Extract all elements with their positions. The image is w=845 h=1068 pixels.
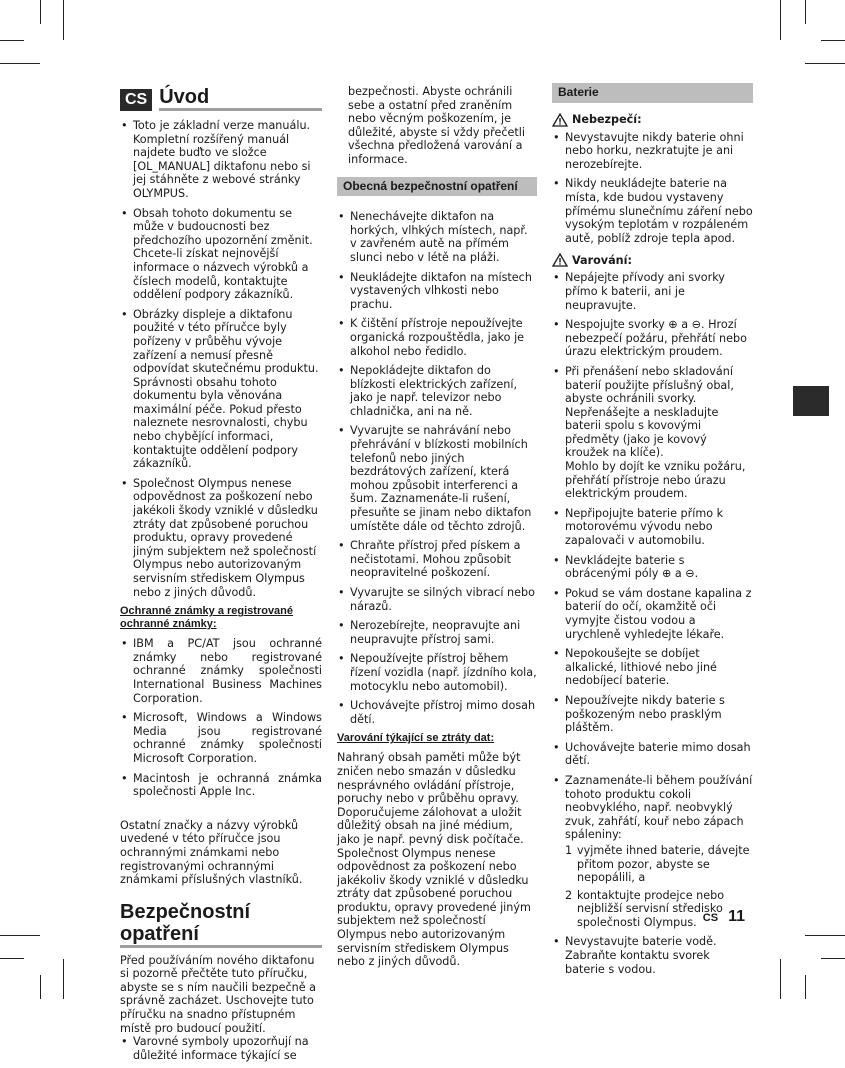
danger-list xyxy=(552,131,753,246)
list-item: • Vyvarujte se silných vibrací nebo nárazů. xyxy=(337,586,537,613)
list-item: • Nepřipojujte baterie přímo k motorovému vývodu nebo zapalovači v automobilu. xyxy=(552,507,753,548)
safety-intro: Před používáním nového diktafonu si pozorně přečtěte tuto příručku, abyste se s ním naučili bezpečně a správně zacházet. Uschovejte tuto příručku na snadno přístupném místě pro budoucí použití. xyxy=(120,953,316,1035)
page-footer xyxy=(703,908,745,926)
column-2 xyxy=(337,85,537,969)
final-list xyxy=(552,935,753,976)
data-loss-heading: Varování týkající se ztráty dat: xyxy=(337,732,495,745)
intro-title: Úvod xyxy=(159,86,322,111)
warning-list xyxy=(552,271,753,460)
safety-continued: bezpečnosti. Abyste ochránili sebe a ostatní před zraněním nebo věcným poškozením, je důležité, abyste si vždy přečetli všechna předložená varování a informace. xyxy=(348,85,526,166)
crop-mark xyxy=(821,958,845,959)
general-safety-bar: Obecná bezpečnostní opatření xyxy=(337,177,537,197)
list-item: • Obsah tohoto dokumentu se může v budoucnosti bez předchozího upozornění změnit. Chcete-li získat nejnovější informace o názvech výrobků a číslech modelů, kontaktujte oddělení podpory zákazníků. xyxy=(120,207,322,302)
crop-mark xyxy=(780,0,781,40)
danger-heading xyxy=(552,113,753,127)
warning-label: Varování: xyxy=(572,253,632,267)
list-item: • Microsoft, Windows a Windows Media jsou registrované ochranné známky společnosti Microsoft Corporation. xyxy=(120,711,322,765)
list-item: • Neukládejte diktafon na místech vystavených vlhkosti nebo prachu. xyxy=(337,271,537,312)
intro-header xyxy=(120,86,322,111)
warning-note: Mohlo by dojít ke vzniku požáru, přehřátí přístroje nebo úrazu elektrickým proudem. xyxy=(565,460,746,501)
crop-mark xyxy=(805,0,806,24)
safety-list xyxy=(120,1035,322,1062)
list-item: • Nepoužívejte nikdy baterie s poškozeným nebo prasklým pláštěm. xyxy=(552,694,753,735)
crop-mark xyxy=(40,0,41,24)
list-item: • K čištění přístroje nepoužívejte organická rozpouštědla, jako je alkohol nebo ředidlo. xyxy=(337,317,537,358)
other-trademarks-text: Ostatní značky a názvy výrobků uvedené v této příručce jsou ochrannými známkami nebo registrovanými ochrannými známkami příslušných vlastníků. xyxy=(120,818,303,887)
list-item: • Nikdy neukládejte baterie na místa, kde budou vystaveny přímému slunečnímu záření nebo vysokým teplotám v rozpáleném autě, poblíž zdroje tepla apod. xyxy=(552,177,753,245)
footer-language: CS xyxy=(702,912,719,924)
crop-mark xyxy=(805,975,806,999)
list-item: • Uchovávejte baterie mimo dosah dětí. xyxy=(552,741,753,768)
crop-mark xyxy=(780,959,781,999)
list-item: • Vyvarujte se nahrávání nebo přehrávání v blízkosti mobilních telefonů nebo jiných bezdrátových zařízení, která mohou způsobit interferenci a šum. Zaznamenáte-li rušení, přesuňte se jinam nebo diktafon umístěte dále od těchto zdrojů. xyxy=(337,424,537,533)
list-item: • Nepokoušejte se dobíjet alkalické, lithiové nebo jiné nedobíjecí baterie. xyxy=(552,647,753,688)
crop-mark xyxy=(63,0,64,40)
list-item: • Obrázky displeje a diktafonu použité v této příručce byly pořízeny v průběhu vývoje zařízení a nemusí přesně odpovídat skutečnému produktu. Správnosti obsahu tohoto dokumentu byla věnována maximální péče. Pokud přesto naleznete nesrovnalosti, chybu nebo chybějící informaci, kontaktujte oddělení podpory zákazníků. xyxy=(120,308,322,471)
warning-triangle-icon xyxy=(552,113,568,127)
warning-list-2 xyxy=(552,507,753,842)
list-item: • Nespojujte svorky ⊕ a ⊖. Hrozí nebezpečí požáru, přehřátí nebo úrazu elektrickým proudem. xyxy=(552,318,753,359)
danger-label: Nebezpečí: xyxy=(572,112,642,126)
list-item: • Nevystavujte nikdy baterie ohni nebo horku, nezkratujte je ani nerozebírejte. xyxy=(552,131,753,172)
crop-mark xyxy=(805,63,845,64)
crop-mark xyxy=(0,40,24,41)
data-loss-text-2: Společnost Olympus nenese odpovědnost za poškození nebo jakékoliv škody vzniklé v důsledku ztráty dat způsobené poruchou produktu, opravy provedené jiným subjektem než společností Olympus nebo autorizovaným servisním střediskem Olympus nebo z jiných důvodů. xyxy=(337,846,531,969)
trademarks-list xyxy=(120,637,322,799)
list-item: • Toto je základní verze manuálu. Kompletní rozšířený manuál najdete buďto ve složce [OL_MANUAL] diktafonu nebo si jej stáhněte z webové stránky OLYMPUS. xyxy=(120,119,322,201)
warning-triangle-icon xyxy=(552,253,568,267)
crop-mark xyxy=(805,935,845,936)
list-item: • Macintosh je ochranná známka společnosti Apple Inc. xyxy=(120,772,322,799)
list-item: • Varovné symboly upozorňují na důležité informace týkající se xyxy=(120,1035,322,1062)
list-item: • Nepokládejte diktafon do blízkosti elektrických zařízení, jako je např. televizor nebo chladnička, ani na ně. xyxy=(337,364,537,418)
section-tab-marker xyxy=(793,386,829,416)
list-item: • Uchovávejte přístroj mimo dosah dětí. xyxy=(337,699,537,726)
step-item: 2 kontaktujte prodejce nebo nejbližší servisní středisko společnosti Olympus. xyxy=(565,888,725,929)
list-item: • Pokud se vám dostane kapalina z baterií do očí, okamžitě oči vymyjte čistou vodou a urychleně vyhledejte lékaře. xyxy=(552,587,753,641)
list-item: • Zaznamenáte-li během používání tohoto produktu cokoli neobvyklého, např. neobvyklý zvuk, zahřátí, kouř nebo zápach spáleniny: xyxy=(552,774,753,842)
crop-mark xyxy=(0,935,40,936)
list-item: • Společnost Olympus nenese odpovědnost za poškození nebo jakékoli škody vzniklé v důsledku ztráty dat způsobené poruchou produktu, opravy provedené jiným subjektem než společností Olympus nebo autorizovaným servisním střediskem Olympus nebo z jiných důvodů. xyxy=(120,477,322,599)
crop-mark xyxy=(0,958,24,959)
data-loss-text: Nahraný obsah paměti může být zničen nebo smazán v důsledku nesprávného ovládání přístroje, poruchy nebo v průběhu opravy. Doporučujeme zálohovat a uložit důležitý obsah na jiné médium, jako je např. pevný disk počítače. xyxy=(337,751,524,846)
column-3 xyxy=(552,83,753,982)
list-item: • Nerozebírejte, neopravujte ani neupravujte přístroj sami. xyxy=(337,619,537,646)
language-badge: CS xyxy=(120,89,152,111)
step-item: 1 vyjměte ihned baterie, dávejte přitom pozor, abyste se nepopálili, a xyxy=(565,843,750,885)
column-1 xyxy=(120,86,322,1068)
trademarks-heading: Ochranné známky a registrované ochranné známky: xyxy=(120,605,294,631)
list-item: • Nenechávejte diktafon na horkých, vlhkých místech, např. v zavřeném autě na přímém slunci nebo v létě na pláži. xyxy=(337,210,537,264)
list-item: • Nepájejte přívody ani svorky přímo k baterii, ani je neupravujte. xyxy=(552,271,753,312)
list-item: • IBM a PC/AT jsou ochranné známky nebo registrované ochranné známky společnosti International Business Machines Corporation. xyxy=(120,637,322,705)
crop-mark xyxy=(0,63,40,64)
general-safety-list xyxy=(337,210,537,726)
safety-title: Bezpečnostní opatření xyxy=(120,901,322,948)
list-item: • Nevystavujte baterie vodě. Zabraňte kontaktu svorek baterie s vodou. xyxy=(552,935,753,976)
list-item: • Nepoužívejte přístroj během řízení vozidla (např. jízdního kola, motocyklu nebo automobil). xyxy=(337,652,537,693)
list-item: • Při přenášení nebo skladování baterií použijte příslušný obal, abyste ochránili svorky. Nepřenášejte a neskladujte baterii spolu s kovovými předměty (jako je kovový kroužek na klíče). xyxy=(552,365,753,460)
crop-mark xyxy=(40,975,41,999)
list-item: • Nevkládejte baterie s obrácenými póly ⊕ a ⊖. xyxy=(552,554,753,581)
crop-mark xyxy=(63,959,64,999)
list-item: • Chraňte přístroj před pískem a nečistotami. Mohou způsobit neopravitelné poškození. xyxy=(337,539,537,580)
battery-bar: Baterie xyxy=(552,83,753,103)
warning-heading xyxy=(552,253,753,267)
crop-mark xyxy=(821,40,845,41)
page-number: 11 xyxy=(728,908,745,925)
intro-list xyxy=(120,119,322,599)
